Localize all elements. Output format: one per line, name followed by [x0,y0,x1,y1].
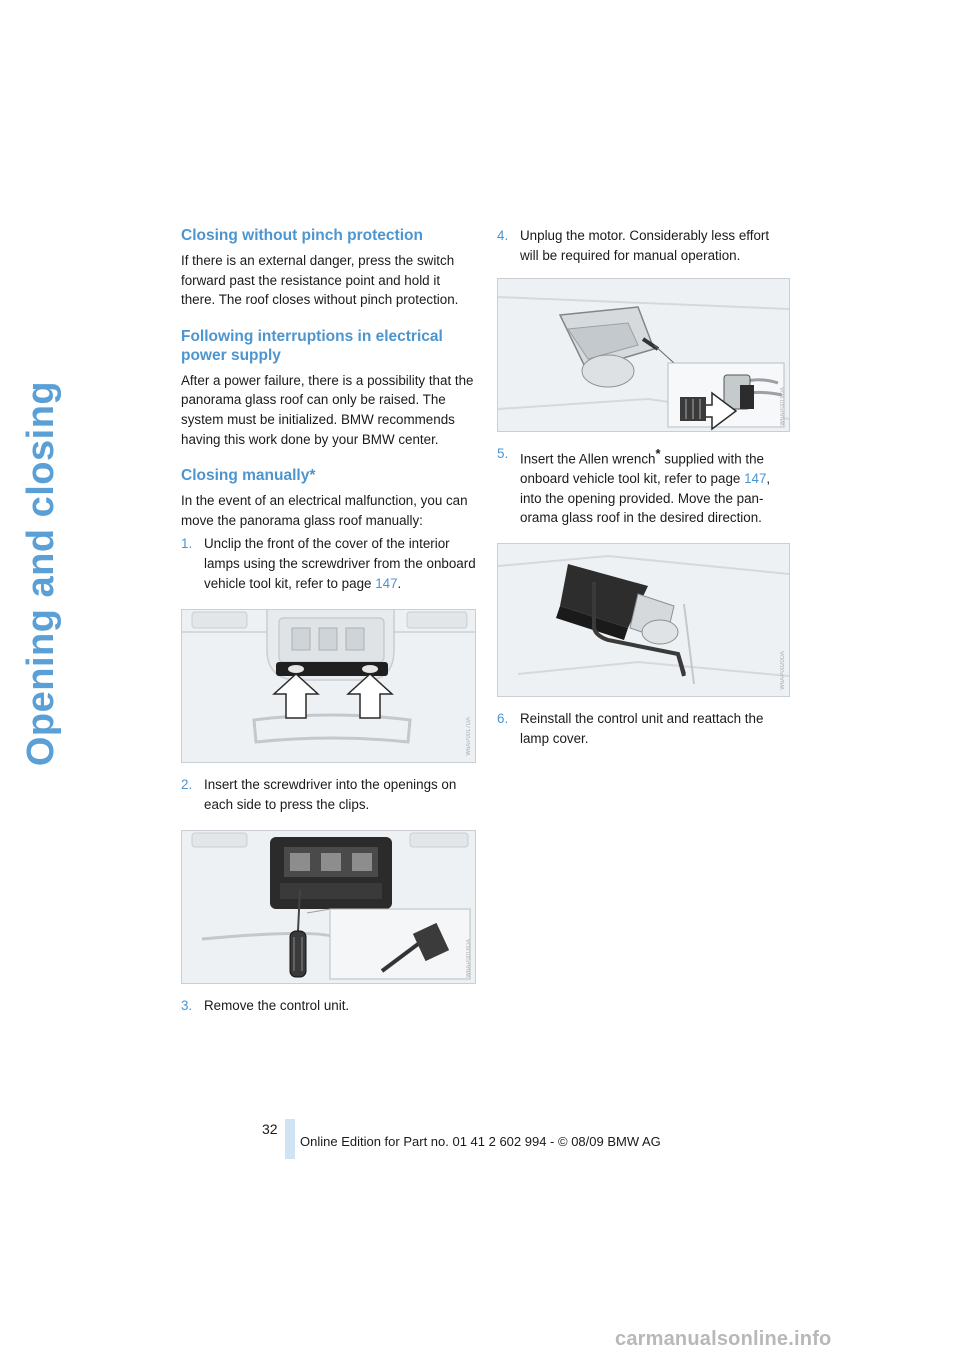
footer-accent-bar [285,1119,295,1159]
step-text-part: Insert the Allen wrench [520,451,656,467]
step-5 [497,444,790,528]
step-number: 6. [497,711,509,727]
step-text [204,534,476,593]
heading-closing-manually: Closing manually* [181,467,316,485]
figure-motor [497,278,790,432]
steps-list-right-3 [497,709,790,748]
illustration-allen-wrench [498,544,789,696]
steps-list-right [497,226,790,265]
step-text-part: , into the opening provided. Move the pan-orama glass roof in the desired direction. [520,471,771,526]
section-pinch-protection [181,226,476,310]
figure-code: W6AP0020DA [780,651,786,691]
text-pinch-protection: If there is an external danger, press the switch forward past the resistance point and hold it there. The roof closes without pinch protection. [181,253,459,308]
step-text: Unplug the motor. Considerably less effort will be required for manual operation. [520,228,770,263]
page-number: 32 [262,1121,278,1137]
right-column [497,226,790,748]
watermark-logo: carmanualsonline.info [615,1328,832,1350]
left-column [181,226,476,1016]
figure-code: W6AP0019DA [780,386,786,426]
figure-lamp-cover [181,609,476,763]
step-text: Insert the screwdriver into the openings on each side to press the clips. [204,777,457,812]
figure-code: W6AP0018DA [466,938,472,978]
text-power-supply: After a power failure, there is a possibility that the panorama glass roof can only be raised. The system must be initialized. BMW recommends having this work done by your BMW center. [181,372,474,447]
step-4 [497,226,790,265]
figure-code: W6AP0017DA [466,717,472,757]
step-number: 5. [497,446,509,462]
step-1 [181,534,476,593]
step-text [520,444,790,528]
step-number: 2. [181,777,193,793]
steps-list-left-3 [181,996,476,1016]
step-text-part: . [397,575,402,591]
illustration-lamp-cover [182,610,475,762]
step-text: Remove the control unit. [204,998,350,1014]
step-text-part: supplied with the onboard vehicle tool kit, refer to page [520,451,765,487]
step-number: 3. [181,998,193,1014]
page-link-147[interactable]: 147 [375,575,398,591]
heading-pinch-protection: Closing without pinch protection [181,227,423,244]
section-power-supply [181,327,476,449]
step-3 [181,996,476,1016]
steps-list-left-2 [181,775,476,814]
text-closing-manually-intro: In the event of an electrical malfunction, you can move the panorama glass roof manually: [181,493,468,528]
step-text-part: Unclip the front of the cover of the interior lamps using the screwdriver from the onboard vehicle tool kit, refer to page [204,536,476,591]
illustration-motor [498,279,789,431]
heading-power-supply: Following interruptions in electrical power supply [181,327,443,364]
chapter-title: Opening and closing [20,380,63,766]
figure-screwdriver [181,830,476,984]
step-number: 1. [181,536,193,552]
footer-edition-text: Online Edition for Part no. 01 41 2 602 994 - © 08/09 BMW AG [300,1134,661,1149]
optional-equipment-star: * [655,446,661,462]
illustration-screwdriver [182,831,475,983]
step-number: 4. [497,228,509,243]
step-6 [497,709,790,748]
section-closing-manually [181,466,476,1016]
step-2 [181,775,476,814]
steps-list-left [181,534,476,593]
step-text: Reinstall the control unit and reattach the lamp cover. [520,711,764,746]
steps-list-right-2 [497,444,790,528]
chapter-side-tab [22,228,62,918]
page-link-147[interactable]: 147 [744,471,767,487]
figure-allen-wrench [497,543,790,697]
